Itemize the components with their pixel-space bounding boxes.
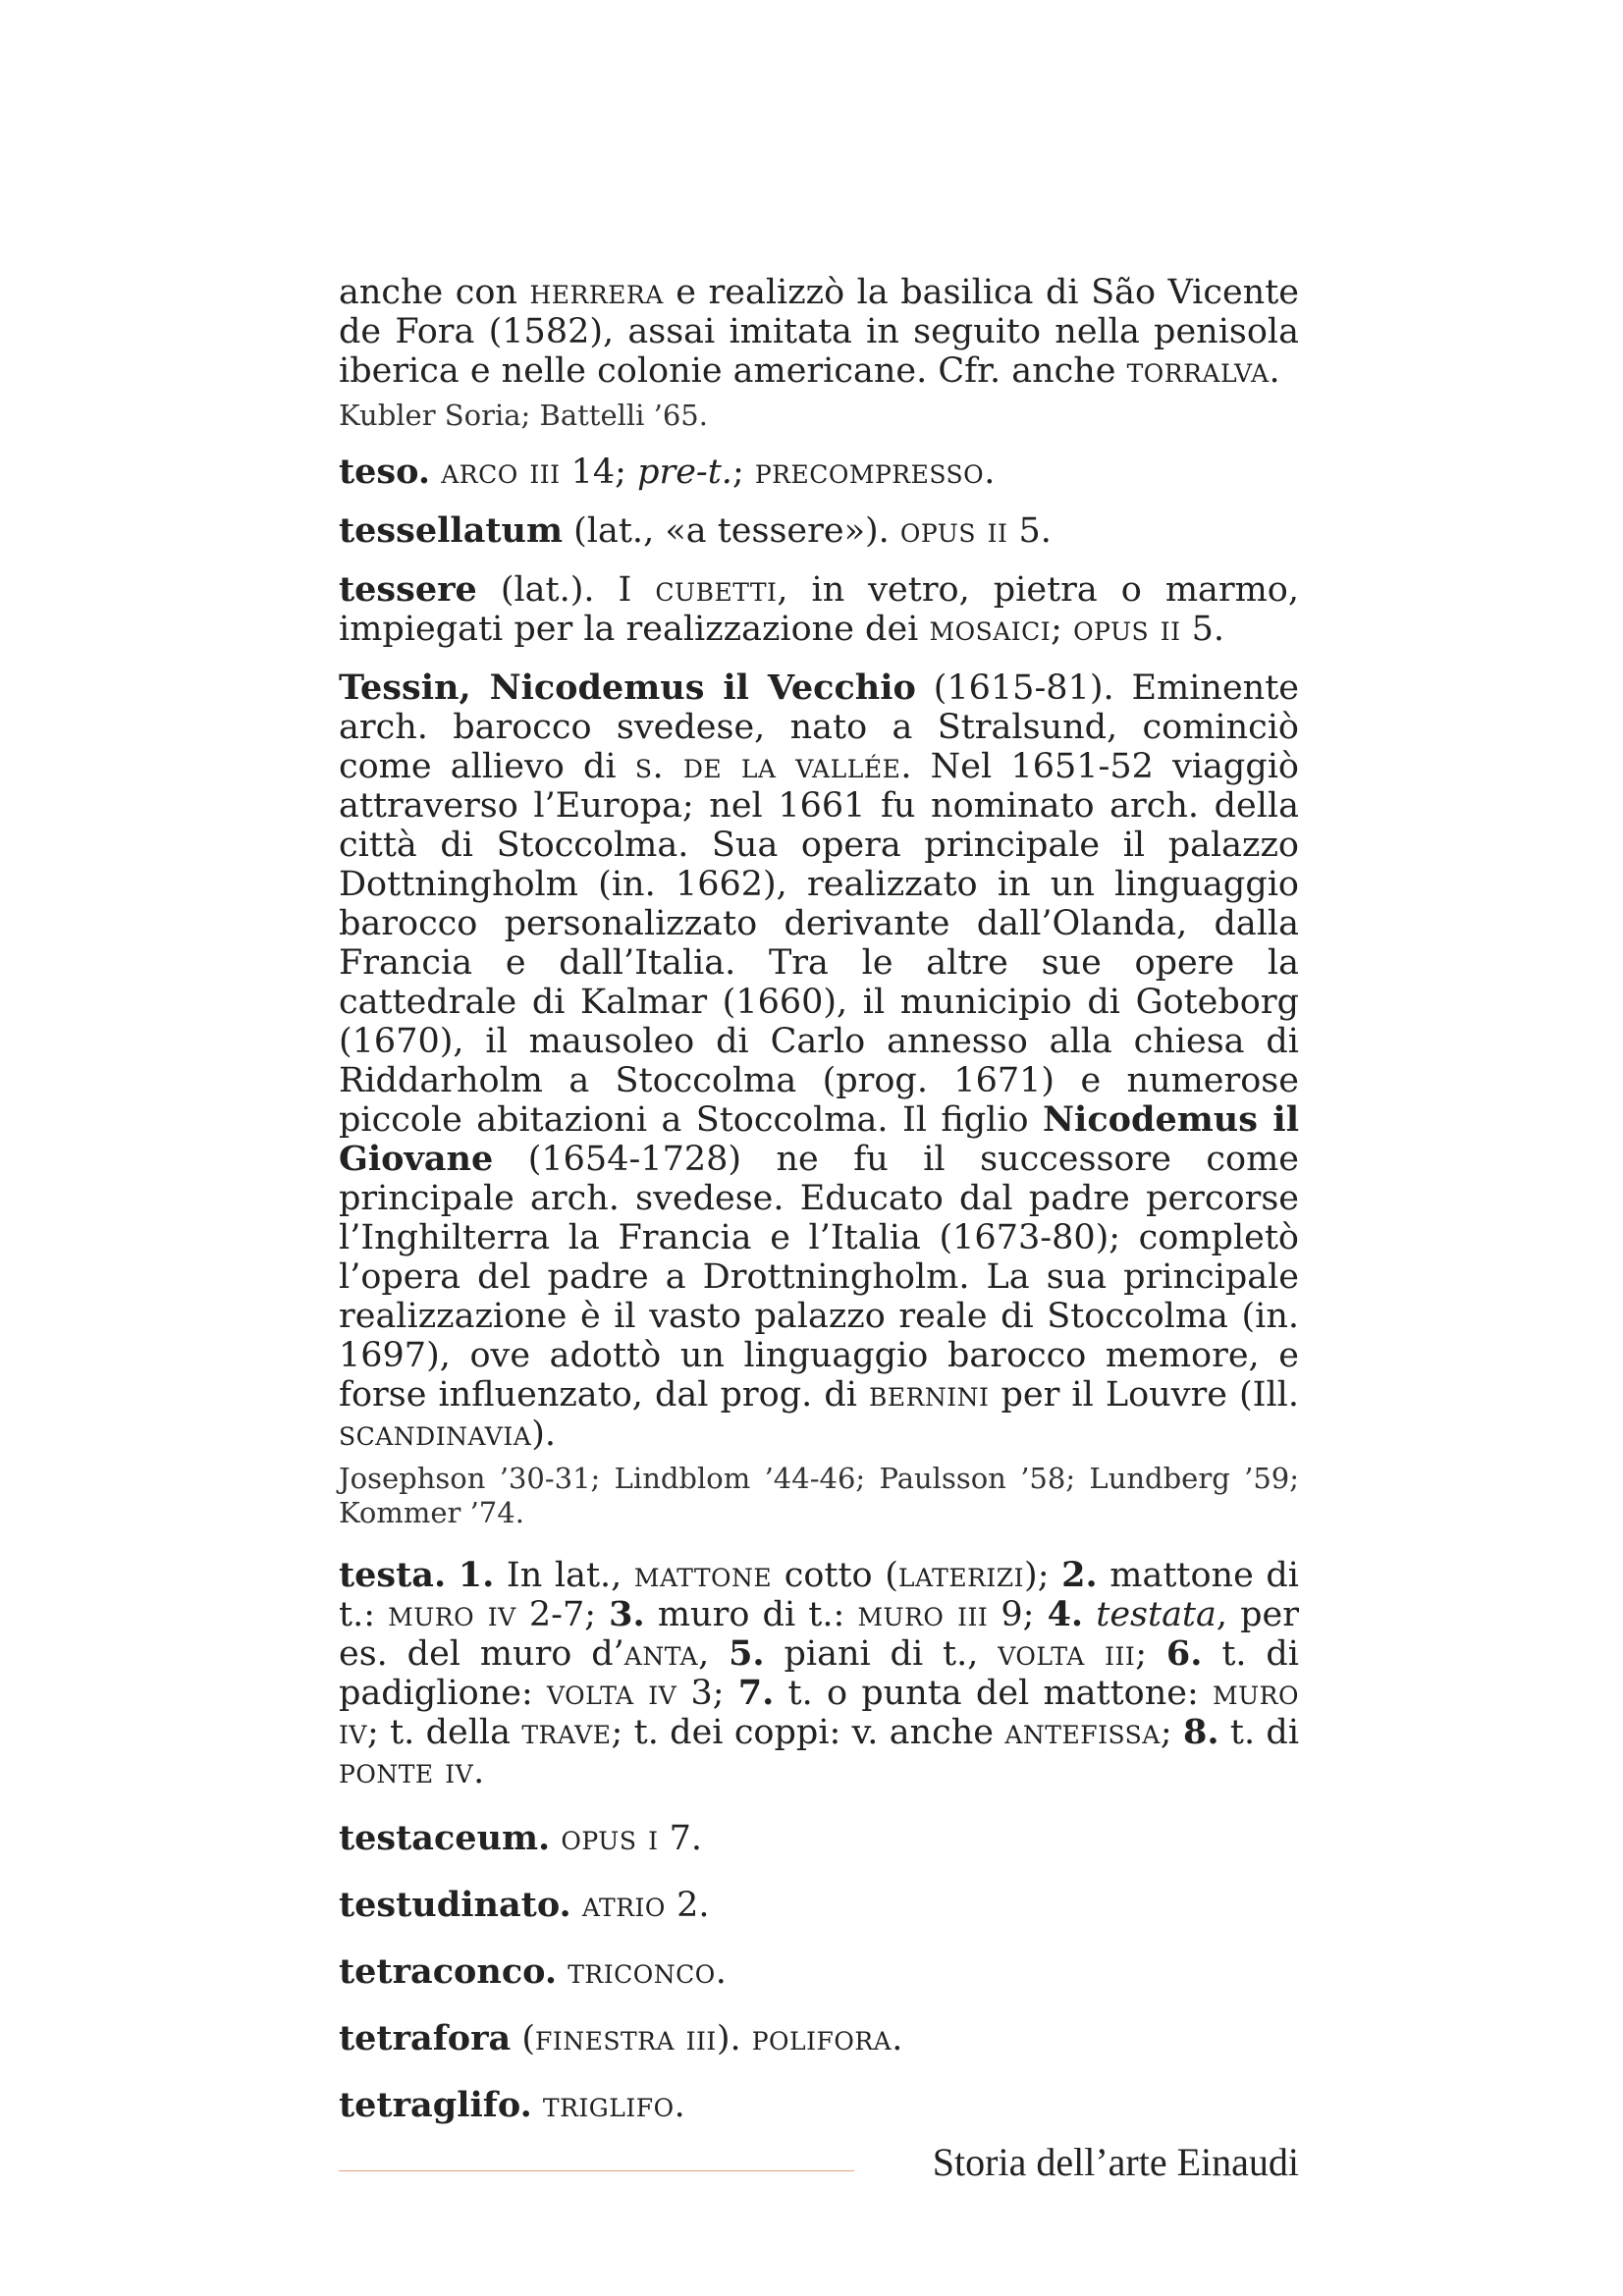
entry-text: In lat., [494,1556,634,1595]
headword: tessellatum [339,510,564,551]
entry-text: 3; [676,1674,738,1713]
cross-reference: opus ii [899,511,1008,551]
sense-number: 1. [458,1555,495,1595]
cross-reference: triglifo [542,2086,675,2125]
cross-reference: trave [521,1713,612,1752]
headword: tetrafora [339,2018,512,2058]
entry-text: . [984,453,996,492]
entry-text: . [674,2086,685,2125]
cross-reference: muro iii [857,1595,989,1634]
entry-herrera-continuation [339,273,1299,391]
entry-testa [339,1556,1299,1791]
entry-testudinato [339,1886,1299,1925]
entry-text: ). [716,2019,752,2058]
entry-text: t. o punta del mattone: [774,1674,1213,1713]
footer-rule [339,2170,854,2171]
cross-reference: s. de la vallée [634,747,901,786]
entry-text: ; [1135,1634,1166,1674]
entry-testaceum [339,1819,1299,1858]
entry-text: t. di [1218,1713,1300,1752]
entry-text: 5. [1007,511,1052,551]
entry-text: (lat., «a tessere»). [563,511,900,551]
sense-number: 3. [609,1594,645,1634]
cross-reference: volta iv [547,1674,677,1713]
cross-reference: arco iii [441,453,561,492]
cross-reference: herrera [529,273,664,312]
cross-reference: precompresso [754,453,985,492]
sense-number: 2. [1061,1555,1098,1595]
entry-text: piani di t., [764,1634,999,1674]
cross-reference: volta iii [998,1634,1136,1674]
dictionary-page-body [339,273,1299,2153]
headword: testaceum. [339,1818,551,1858]
cross-reference: laterizi [897,1556,1025,1595]
cross-reference: opus ii [1073,610,1181,649]
sense-number: 7. [737,1673,775,1713]
cross-reference: finestra iii [535,2019,717,2058]
entry-text: (1615-81). Eminente arch. barocco svedese, nato a Stralsund, cominciò come allievo di [339,668,1299,786]
headword: tessere [339,569,477,610]
headword: tetraconco. [339,1951,558,1992]
cross-reference: scandinavia [339,1415,532,1454]
sense-number: 5. [729,1633,765,1674]
cross-reference: torralva [1126,351,1270,391]
entry-text: ); [1024,1556,1062,1595]
entry-text: ; [731,453,755,492]
headword: Tessin, Nicodemus il Vecchio [339,667,916,708]
entry-text: 2-7; [515,1595,610,1634]
entry-tetraconco [339,1952,1299,1992]
publisher-title: Storia dell’arte Einaudi [932,2140,1299,2184]
entry-text: (lat.). I [476,570,656,610]
bibliography-herrera: Kubler Soria; Battelli ’65. [339,399,708,432]
bibliography-tessin: Josephson ’30-31; Lindblom ’44-46; Paulsson ’58; Lundberg ’59; Kommer ’74. [339,1462,1299,1529]
entry-text: , [698,1634,730,1674]
entry-text: (1654-1728) ne fu il successore come principale arch. svedese. Educato dal padre percorse l’Inghilterra la Francia e l’Italia (1673-80); completò l’opera del padre a Drottningholm. La sua principale realizzazione è il vasto palazzo reale di Stoccolma (in. 1697), ove adottò un linguaggio barocco memore, e forse influenzato, dal prog. di [339,1140,1299,1415]
entry-text: ( [511,2019,536,2058]
italic-term: testata [1096,1595,1217,1634]
entry-tetrafora [339,2019,1299,2058]
entry-text: 9; [988,1595,1048,1634]
sense-number: 8. [1182,1712,1219,1752]
cross-reference: mattone [633,1556,773,1595]
headword: testudinato. [339,1885,571,1925]
headword: tetraglifo. [339,2085,532,2125]
cross-reference: polifora [751,2019,893,2058]
entry-text: 7. [658,1819,702,1858]
entry-text: ; t. dei coppi: v. anche [611,1713,1005,1752]
cross-reference: bernini [868,1375,990,1415]
cross-reference: antefissa [1004,1713,1161,1752]
sense-number: 4. [1047,1594,1084,1634]
entry-text: ; t. della [366,1713,522,1752]
entry-tessere [339,570,1299,649]
entry-text: . [715,1952,727,1992]
cross-reference: mosaici [929,610,1052,649]
entry-text: ; [1051,610,1074,649]
entry-text: t. di padiglione: [339,1634,1299,1713]
entry-text: . Nel 1651-52 viaggiò attraverso l’Europa; nel 1661 fu nominato arch. della città di Stoccolma. Sua opera principale il palazzo Dottningholm (in. 1662), realizzato in un linguaggio barocco personalizzato derivante dall’Olanda, dalla Francia e dall’Italia. Tra le altre sue opere la cattedrale di Kalmar (1660), il municipio di Goteborg (1670), il mausoleo di Carlo annesso alla chiesa di Riddarholm a Stoccolma (prog. 1671) e numerose piccole abitazioni a Stoccolma. Il figlio [339,747,1299,1140]
entry-text [1083,1595,1096,1634]
entry-text: mattone di t.: [339,1556,1299,1634]
entry-text: . [1269,351,1280,391]
entry-text: , in vetro, pietra o marmo, impiegati per la realizzazione dei [339,570,1299,649]
entry-tessin [339,668,1299,1454]
cross-reference: atrio [581,1886,666,1925]
cross-reference: anta [623,1634,699,1674]
entry-text: ; [1160,1713,1183,1752]
entry-tetraglifo [339,2086,1299,2125]
cross-reference: triconco [568,1952,716,1992]
entry-text: 14; [560,453,638,492]
cross-reference: muro iv [339,1674,1299,1752]
cross-reference: ponte iv [339,1752,474,1791]
entry-text: per il Louvre (Ill. [989,1375,1299,1415]
entry-text: anche con [339,273,530,312]
entry-text: . [892,2019,903,2058]
page-footer [339,2140,1299,2189]
sense-number: 6. [1165,1633,1203,1674]
headword: testa. [339,1555,447,1595]
entry-teso [339,453,1299,492]
headword: teso. [339,452,431,492]
cross-reference: opus i [561,1819,659,1858]
sub-headword: Nicodemus il Giovane [339,1099,1299,1179]
entry-text: . [473,1752,485,1791]
entry-tessellatum [339,511,1299,551]
italic-term: pre-t. [637,453,732,492]
entry-text: e realizzò la basilica di São Vicente de Fora (1582), assai imitata in seguito nella penisola iberica e nelle colonie americane. Cfr. anche [339,273,1300,391]
entry-text: 5. [1180,610,1225,649]
entry-text: ). [531,1415,557,1454]
cross-reference: cubetti [655,570,778,610]
entry-text: muro di t.: [644,1595,858,1634]
entry-text: 2. [665,1886,710,1925]
entry-text: cotto ( [772,1556,898,1595]
entry-text: , per es. del muro d’ [339,1595,1299,1674]
cross-reference: muro iv [388,1595,516,1634]
